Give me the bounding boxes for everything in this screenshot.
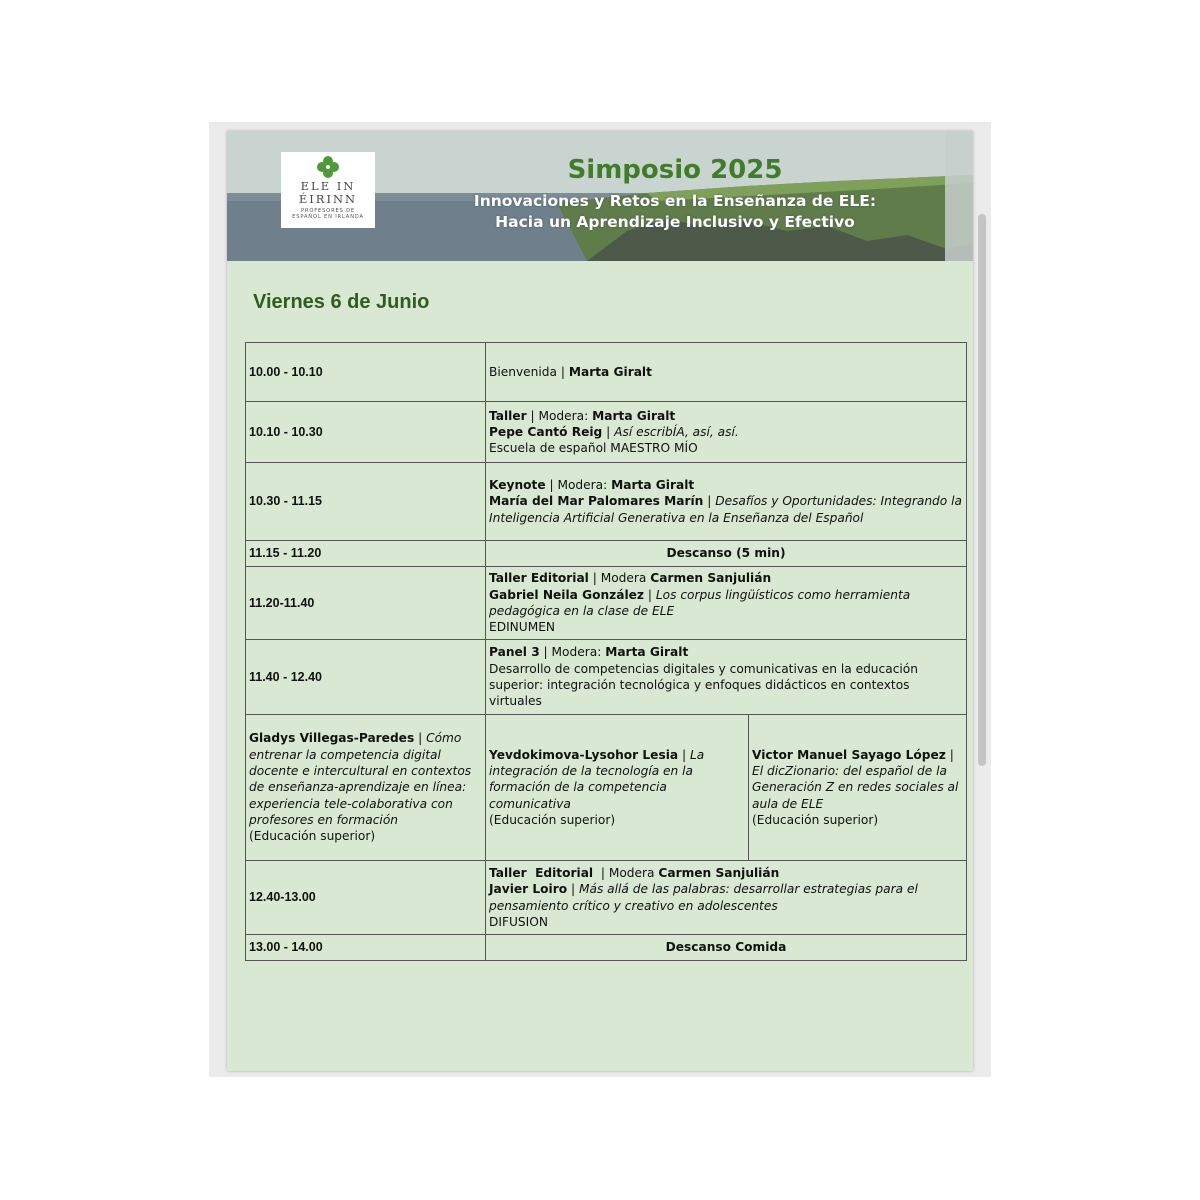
session-cell bbox=[486, 861, 967, 935]
time-cell: 10.00 - 10.10 bbox=[246, 343, 486, 402]
logo-text-line1: ELE IN bbox=[300, 179, 356, 193]
moderator-name: Carmen Sanjulián bbox=[658, 865, 780, 880]
session-type: Taller Editorial bbox=[489, 865, 594, 880]
session-type: Bienvenida bbox=[489, 364, 557, 379]
education-level: (Educación superior) bbox=[249, 829, 376, 844]
moderator-name: Marta Giralt bbox=[611, 478, 695, 493]
separator: | bbox=[945, 747, 954, 762]
separator: | bbox=[602, 424, 615, 439]
schedule-table bbox=[245, 342, 967, 961]
time-cell: 12.40-13.00 bbox=[246, 861, 486, 935]
speaker-name: Pepe Cantó Reig bbox=[489, 424, 603, 439]
organization: DIFUSION bbox=[489, 914, 548, 929]
moderator-label: | Modera bbox=[593, 865, 659, 880]
panel-talk-cell bbox=[246, 715, 486, 861]
moderator-label: | Modera: bbox=[545, 478, 612, 493]
talk-title: Más allá de las palabras: desarrollar estrategias para el pensamiento crítico y creativo en adolescentes bbox=[489, 882, 918, 913]
time-cell: 10.10 - 10.30 bbox=[246, 402, 486, 463]
header-banner bbox=[227, 131, 973, 261]
session-talk bbox=[489, 587, 963, 620]
session-type: Taller bbox=[489, 408, 527, 423]
symposium-title: Simposio 2025 bbox=[567, 155, 783, 185]
moderator-name: Marta Giralt bbox=[605, 645, 689, 660]
session-header bbox=[489, 865, 963, 881]
time-cell: 10.30 - 11.15 bbox=[246, 463, 486, 541]
session-type: Keynote bbox=[489, 478, 546, 493]
moderator-label: | Modera: bbox=[526, 408, 593, 423]
session-cell bbox=[486, 463, 967, 541]
speaker-name: Gladys Villegas-Paredes bbox=[249, 731, 415, 746]
ele-in-eirinn-logo bbox=[281, 152, 375, 228]
separator: | bbox=[557, 364, 569, 379]
break-label: Descanso Comida bbox=[486, 935, 967, 961]
schedule-row bbox=[246, 402, 967, 463]
speaker-name: Victor Manuel Sayago López bbox=[752, 747, 946, 762]
schedule-row bbox=[246, 640, 967, 715]
session-talk bbox=[489, 493, 963, 526]
day-title: Viernes 6 de Junio bbox=[253, 291, 430, 313]
session-cell bbox=[486, 567, 967, 640]
separator: | bbox=[644, 587, 656, 602]
time-cell: 11.20-11.40 bbox=[246, 567, 486, 640]
talk-title: Cómo entrenar la competencia digital docente e intercultural en contextos de enseñanza-aprendizaje en línea: experiencia tele-colaborativa con profesores en formación bbox=[249, 731, 472, 827]
session-header bbox=[489, 644, 963, 660]
speaker-name: Gabriel Neila González bbox=[489, 587, 645, 602]
separator: | bbox=[703, 494, 716, 509]
break-label: Descanso (5 min) bbox=[486, 541, 967, 567]
session-type: Taller Editorial bbox=[489, 571, 589, 586]
vertical-scrollbar[interactable] bbox=[978, 214, 986, 766]
moderator-label: | Modera: bbox=[539, 645, 606, 660]
panel-talk-cell bbox=[486, 715, 749, 861]
time-cell: 11.40 - 12.40 bbox=[246, 640, 486, 715]
time-cell: 13.00 - 14.00 bbox=[246, 935, 486, 961]
moderator-name: Carmen Sanjulián bbox=[650, 571, 772, 586]
separator: | bbox=[414, 731, 427, 746]
session-cell bbox=[486, 343, 967, 402]
speaker-name: María del Mar Palomares Marín bbox=[489, 494, 704, 509]
moderator-label: | Modera bbox=[588, 571, 651, 586]
session-talk bbox=[489, 424, 963, 440]
schedule-row bbox=[246, 935, 967, 961]
session-cell bbox=[486, 402, 967, 463]
session-header bbox=[489, 570, 963, 586]
session-cell bbox=[486, 640, 967, 715]
time-cell: 11.15 - 11.20 bbox=[246, 541, 486, 567]
speaker-name: Javier Loiro bbox=[489, 882, 568, 897]
panel-talk-cell bbox=[749, 715, 967, 861]
education-level: (Educación superior) bbox=[752, 812, 879, 827]
schedule-row bbox=[246, 343, 967, 402]
subtitle-line1: Innovaciones y Retos en la Enseñanza de ELE: bbox=[473, 192, 877, 210]
schedule-row bbox=[246, 541, 967, 567]
separator: | bbox=[567, 882, 579, 897]
organization: Escuela de español MAESTRO MÍO bbox=[489, 441, 698, 456]
session-header bbox=[489, 408, 963, 424]
logo-tagline: PROFESORES DE ESPAÑOL EN IRLANDA bbox=[292, 208, 364, 220]
separator: | bbox=[678, 747, 690, 762]
talk-title: Así escribÍA, así, así. bbox=[614, 424, 739, 439]
education-level: (Educación superior) bbox=[489, 812, 616, 827]
schedule-row bbox=[246, 567, 967, 640]
session-header bbox=[489, 477, 963, 493]
talk-title: Desafíos y Oportunidades: Integrando la Inteligencia Artificial Generativa en la Enseñanza del Español bbox=[489, 494, 962, 525]
session-talk bbox=[489, 881, 963, 914]
program-page bbox=[227, 131, 973, 1071]
symposium-subtitle bbox=[427, 191, 923, 233]
talk-title: El dicZionario: del español de la Generación Z en redes sociales al aula de ELE bbox=[752, 764, 959, 811]
moderator-name: Marta Giralt bbox=[592, 408, 676, 423]
speaker-name: Yevdokimova-Lysohor Lesia bbox=[489, 747, 679, 762]
talk-title: Los corpus lingüísticos como herramienta pedagógica en la clase de ELE bbox=[489, 587, 911, 618]
schedule-row bbox=[246, 861, 967, 935]
organization: EDINUMEN bbox=[489, 620, 556, 635]
subtitle-line2: Hacia un Aprendizaje Inclusivo y Efectivo bbox=[495, 213, 855, 231]
host-name: Marta Giralt bbox=[568, 364, 652, 379]
clover-icon bbox=[315, 154, 341, 180]
talk-title: La integración de la tecnología en la formación de la competencia comunicativa bbox=[489, 747, 705, 811]
logo-text-line2: ÉIRINN bbox=[298, 192, 358, 206]
panel-description: Desarrollo de competencias digitales y comunicativas en la educación superior: integración tecnológica y enfoques didácticos en contextos virtuales bbox=[489, 661, 918, 709]
schedule-row bbox=[246, 463, 967, 541]
session-type: Panel 3 bbox=[489, 645, 540, 660]
panel-row bbox=[246, 715, 967, 861]
